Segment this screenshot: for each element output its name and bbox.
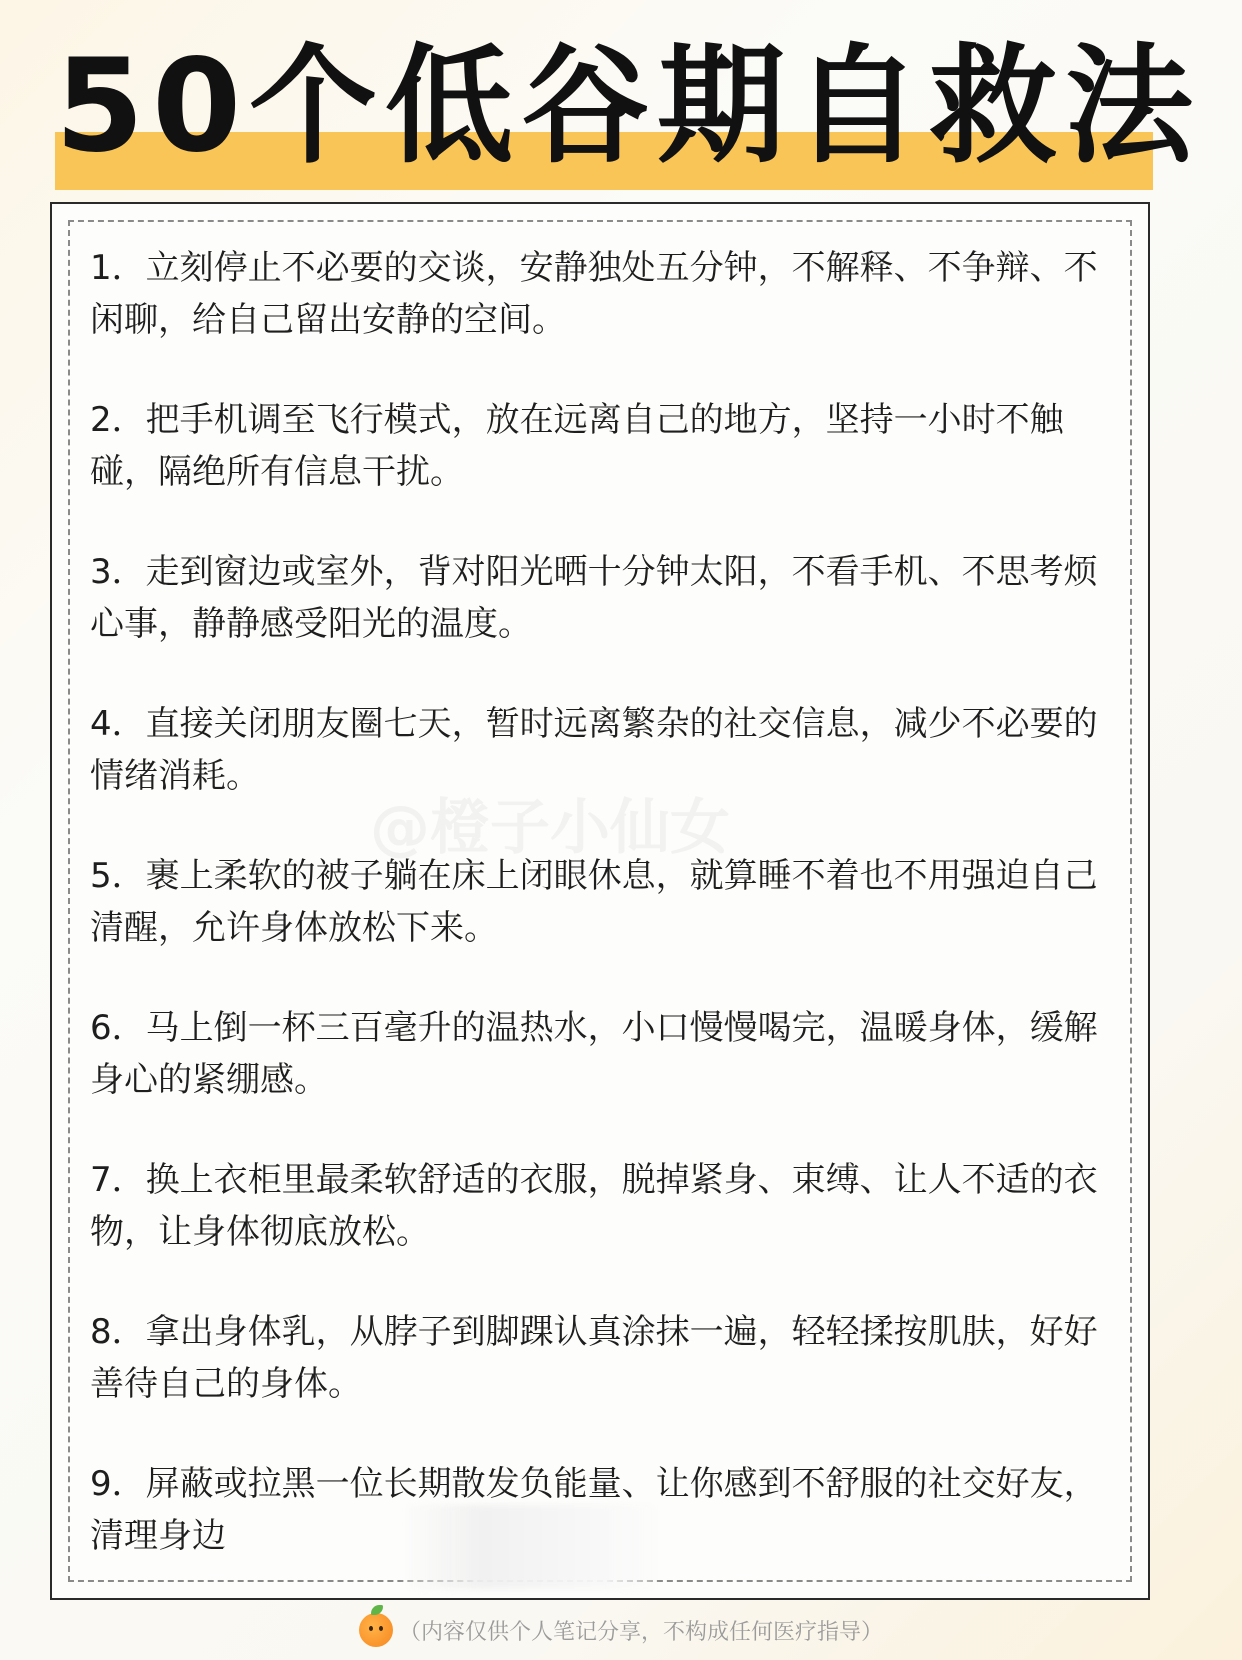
- footer: [0, 1605, 1242, 1655]
- list-item: 5．裹上柔软的被子躺在床上闭眼休息，就算睡不着也不用强迫自己清醒，允许身体放松下来。: [90, 856, 1098, 948]
- list-item: 7．换上衣柜里最柔软舒适的衣服，脱掉紧身、束缚、让人不适的衣物，让身体彻底放松。: [90, 1160, 1098, 1252]
- list-item: 9．屏蔽或拉黑一位长期散发负能量、让你感到不舒服的社交好友，清理身边: [90, 1464, 1098, 1556]
- list-item: 1．立刻停止不必要的交谈，安静独处五分钟，不解释、不争辩、不闲聊，给自己留出安静的空间。: [90, 248, 1098, 340]
- tips-list: [90, 242, 1110, 1580]
- page-title: 50个低谷期自救法: [55, 32, 1202, 181]
- disclaimer-text: （内容仅供个人笔记分享，不构成任何医疗指导）: [398, 1619, 883, 1645]
- orange-mascot-icon: [359, 1613, 393, 1647]
- title-block: [55, 22, 1202, 192]
- list-item: 4．直接关闭朋友圈七天，暂时远离繁杂的社交信息，减少不必要的情绪消耗。: [90, 704, 1098, 796]
- list-item: 3．走到窗边或室外，背对阳光晒十分钟太阳，不看手机、不思考烦心事，静静感受阳光的温度。: [90, 552, 1098, 644]
- content-card: [50, 202, 1150, 1600]
- blurred-region: [405, 1505, 655, 1589]
- dashed-border-frame: [68, 220, 1132, 1582]
- list-item: 8．拿出身体乳，从脖子到脚踝认真涂抹一遍，轻轻揉按肌肤，好好善待自己的身体。: [90, 1312, 1098, 1404]
- list-item: 2．把手机调至飞行模式，放在远离自己的地方，坚持一小时不触碰，隔绝所有信息干扰。: [90, 400, 1064, 492]
- watermark: @橙子小仙女: [370, 793, 730, 863]
- list-item: 6．马上倒一杯三百毫升的温热水，小口慢慢喝完，温暖身体，缓解身心的紧绷感。: [90, 1008, 1098, 1100]
